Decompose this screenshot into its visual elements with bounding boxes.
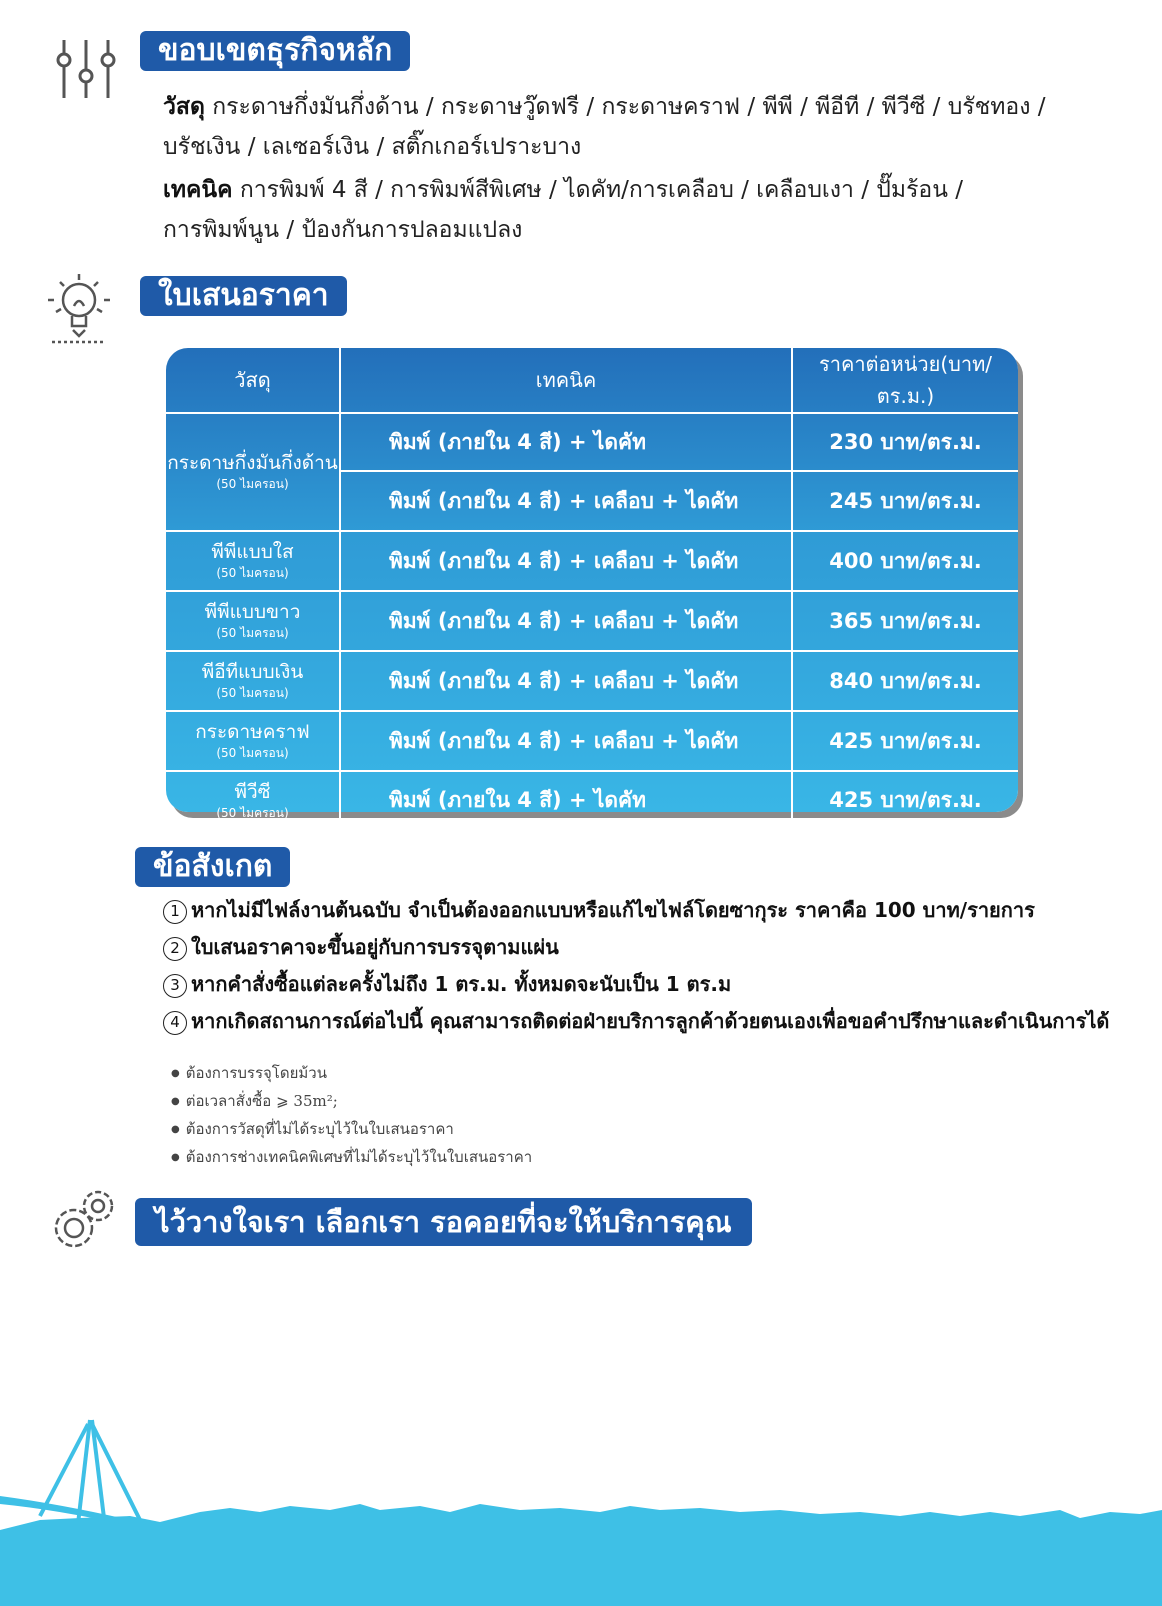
price-cell: 365 บาท/ตร.ม. <box>792 591 1018 651</box>
note-text: ใบเสนอราคาจะขึ้นอยู่กับการบรรจุตามแผ่น <box>191 935 559 959</box>
bullet-item: ● ต้องการบรรจุโดยม้วน <box>171 1062 327 1085</box>
material-thickness: (50 ไมครอน) <box>216 566 289 580</box>
material-name: กระดาษคราฟ <box>195 721 310 743</box>
techniques-label: เทคนิค <box>163 177 233 203</box>
header-technique: เทคนิค <box>340 348 792 413</box>
bullet-item: ● ต้องการช่างเทคนิคพิเศษที่ไม่ได้ระบุไว้ในใบเสนอราคา <box>171 1146 532 1169</box>
materials-line1: กระดาษกึ่งมันกึ่งด้าน / กระดาษวู๊ดฟรี / กระดาษคราฟ / พีพี / พีอีที / พีวีซี / บรัชทอง / <box>212 94 1046 120</box>
table-row <box>166 531 1018 591</box>
notes-heading: ข้อสังเกต <box>135 847 290 887</box>
note-number: 1 <box>163 900 187 924</box>
material-cell <box>166 651 340 711</box>
header-price: ราคาต่อหน่วย(บาท/ตร.ม.) <box>792 348 1018 413</box>
price-cell: 425 บาท/ตร.ม. <box>792 771 1018 829</box>
materials-line2: บรัชเงิน / เลเซอร์เงิน / สติ๊กเกอร์เปราะบาง <box>163 134 582 160</box>
table-row <box>166 771 1018 829</box>
material-cell <box>166 771 340 829</box>
note-text: หากเกิดสถานการณ์ต่อไปนี้ คุณสามารถติดต่อฝ่ายบริการลูกค้าด้วยตนเองเพื่อขอคำปรึกษาและดำเนินการได้ <box>191 1009 1110 1033</box>
table-row <box>166 711 1018 771</box>
quote-heading: ใบเสนอราคา <box>140 276 347 316</box>
note-number: 3 <box>163 974 187 998</box>
material-name: พีพีแบบใส <box>211 541 294 563</box>
note-item <box>163 896 1035 924</box>
technique-cell: พิมพ์ (ภายใน 4 สี) + เคลือบ + ไดคัท <box>340 531 792 591</box>
technique-cell: พิมพ์ (ภายใน 4 สี) + เคลือบ + ไดคัท <box>340 591 792 651</box>
material-cell <box>166 591 340 651</box>
materials-paragraph <box>163 87 1143 167</box>
material-thickness: (50 ไมครอน) <box>216 477 289 491</box>
price-cell: 245 บาท/ตร.ม. <box>792 471 1018 531</box>
material-cell <box>166 413 340 531</box>
note-item <box>163 1007 1109 1035</box>
note-number: 2 <box>163 937 187 961</box>
technique-cell: พิมพ์ (ภายใน 4 สี) + ไดคัท <box>340 413 792 471</box>
materials-label: วัสดุ <box>163 94 205 120</box>
material-thickness: (50 ไมครอน) <box>216 746 289 760</box>
price-table <box>166 348 1018 820</box>
note-item <box>163 933 559 961</box>
closing-heading: ไว้วางใจเรา เลือกเรา รอคอยที่จะให้บริการคุณ <box>135 1198 752 1246</box>
techniques-line1: การพิมพ์ 4 สี / การพิมพ์สีพิเศษ / ไดคัท/การเคลือบ / เคลือบเงา / ปั๊มร้อน / <box>239 177 964 203</box>
material-thickness: (50 ไมครอน) <box>216 626 289 640</box>
skyline-icon <box>0 1420 1162 1606</box>
scope-heading: ขอบเขตธุรกิจหลัก <box>140 31 410 71</box>
lightbulb-icon <box>44 272 114 352</box>
material-name: พีอีทีแบบเงิน <box>201 661 304 683</box>
note-number: 4 <box>163 1011 187 1035</box>
technique-cell: พิมพ์ (ภายใน 4 สี) + เคลือบ + ไดคัท <box>340 651 792 711</box>
table-row <box>166 591 1018 651</box>
techniques-paragraph <box>163 170 1143 250</box>
technique-cell: พิมพ์ (ภายใน 4 สี) + เคลือบ + ไดคัท <box>340 711 792 771</box>
material-cell <box>166 531 340 591</box>
price-cell: 230 บาท/ตร.ม. <box>792 413 1018 471</box>
gears-icon <box>48 1186 120 1254</box>
material-name: พีพีแบบขาว <box>204 601 301 623</box>
technique-cell: พิมพ์ (ภายใน 4 สี) + ไดคัท <box>340 771 792 829</box>
material-name: พีวีซี <box>234 780 271 803</box>
price-cell: 840 บาท/ตร.ม. <box>792 651 1018 711</box>
table-row <box>166 413 1018 471</box>
sliders-icon <box>54 38 118 100</box>
note-text: หากไม่มีไฟล์งานต้นฉบับ จำเป็นต้องออกแบบหรือแก้ไขไฟล์โดยซากุระ ราคาคือ 100 บาท/รายการ <box>191 898 1035 922</box>
table-row <box>166 651 1018 711</box>
material-name: กระดาษกึ่งมันกึ่งด้าน <box>167 452 338 474</box>
header-material: วัสดุ <box>166 348 340 413</box>
price-cell: 400 บาท/ตร.ม. <box>792 531 1018 591</box>
price-cell: 425 บาท/ตร.ม. <box>792 711 1018 771</box>
techniques-line2: การพิมพ์นูน / ป้องกันการปลอมแปลง <box>163 217 523 243</box>
table-header-row <box>166 348 1018 413</box>
material-cell <box>166 711 340 771</box>
material-thickness: (50 ไมครอน) <box>216 805 289 820</box>
material-thickness: (50 ไมครอน) <box>216 686 289 700</box>
note-item <box>163 970 731 998</box>
note-text: หากคำสั่งซื้อแต่ละครั้งไม่ถึง 1 ตร.ม. ทั้งหมดจะนับเป็น 1 ตร.ม <box>191 972 732 996</box>
bullet-item: ● ต่อเวลาสั่งซื้อ ⩾ 35m²; <box>171 1090 338 1113</box>
bullet-item: ● ต้องการวัสดุที่ไม่ได้ระบุไว้ในใบเสนอราคา <box>171 1118 454 1141</box>
technique-cell: พิมพ์ (ภายใน 4 สี) + เคลือบ + ไดคัท <box>340 471 792 531</box>
